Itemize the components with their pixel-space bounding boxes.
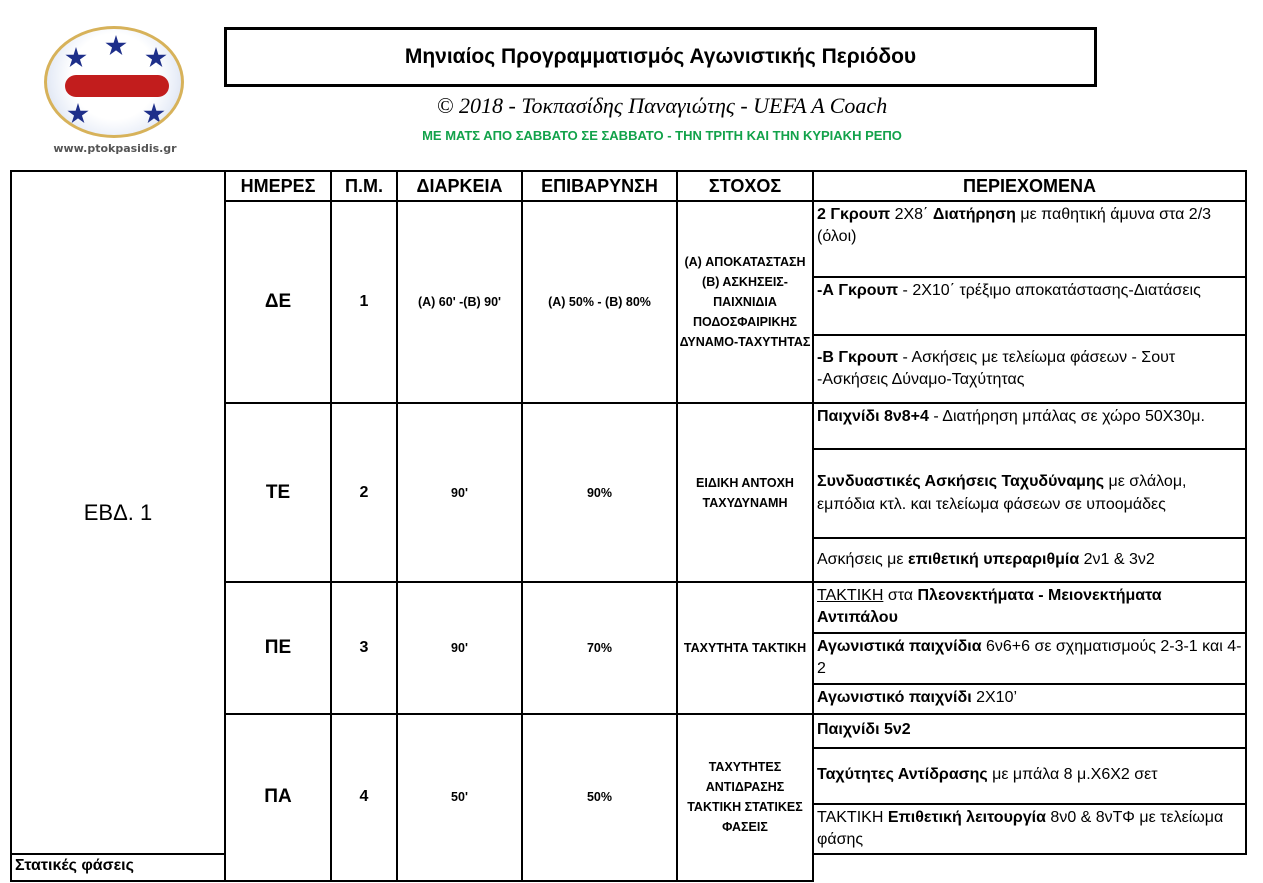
duration-cell: 50' bbox=[397, 714, 522, 881]
week-label: ΕΒΔ. 1 bbox=[11, 171, 225, 854]
day-cell: ΠΕ bbox=[225, 582, 331, 714]
content-item: Ασκήσεις με επιθετική υπεραριθμία 2ν1 & 3ν2 bbox=[813, 538, 1246, 582]
load-cell: 50% bbox=[522, 714, 677, 881]
goal-cell: ΤΑΧΥΤΗΤΑ ΤΑΚΤΙΚΗ bbox=[677, 582, 813, 714]
content-item: 2 Γκρουπ 2Χ8΄ Διατήρηση με παθητική άμυνα στα 2/3 (όλοι) bbox=[813, 201, 1246, 277]
duration-cell: (A) 60' -(B) 90' bbox=[397, 201, 522, 403]
logo-banner bbox=[65, 75, 169, 97]
content-item: ΤΑΚΤΙΚΗ Επιθετική λειτουργία 8ν0 & 8νΤΦ με τελείωμα φάσης bbox=[813, 804, 1246, 855]
content-item: ΤΑΚΤΙΚΗ στα Πλεονεκτήματα - Μειονεκτήματα Αντιπάλου bbox=[813, 582, 1246, 633]
content-item: Συνδυαστικές Ασκήσεις Ταχυδύναμης με σλάλομ, εμπόδια κτλ. και τελείωμα φάσεων σε υποομάδες bbox=[813, 449, 1246, 538]
content-item: -Α Γκρουπ - 2Χ10΄ τρέξιμο αποκατάστασης-Διατάσεις bbox=[813, 277, 1246, 335]
star-icon bbox=[145, 47, 167, 69]
content-item: Παιχνίδι 5ν2 bbox=[813, 714, 1246, 748]
goal-cell: ΕΙΔΙΚΗ ΑΝΤΟΧΗ ΤΑΧΥΔΥΝΑΜΗ bbox=[677, 403, 813, 582]
content-item: Αγωνιστικά παιχνίδια 6ν6+6 σε σχηματισμούς 2-3-1 και 4-2 bbox=[813, 633, 1246, 684]
star-icon bbox=[143, 103, 165, 125]
content-item: Στατικές φάσεις bbox=[11, 854, 225, 880]
logo bbox=[40, 24, 190, 164]
column-header: ΕΠΙΒΑΡΥΝΣΗ bbox=[522, 171, 677, 201]
load-cell: 90% bbox=[522, 403, 677, 582]
column-header: ΠΕΡΙΕΧΟΜΕΝΑ bbox=[813, 171, 1246, 201]
session-number: 2 bbox=[331, 403, 397, 582]
logo-url: www.ptokpasidis.gr bbox=[53, 142, 177, 155]
goal-cell: (A) ΑΠΟΚΑΤΑΣΤΑΣΗ (B) ΑΣΚΗΣΕΙΣ-ΠΑΙΧΝΙΔΙΑ ΠΟΔΟΣΦΑΙΡΙΚΗΣ ΔΥΝΑΜΟ-ΤΑΧΥΤΗΤΑΣ bbox=[677, 201, 813, 403]
day-cell: ΤΕ bbox=[225, 403, 331, 582]
goal-cell: ΤΑΧΥΤΗΤΕΣ ΑΝΤΙΔΡΑΣΗΣ ΤΑΚΤΙΚΗ ΣΤΑΤΙΚΕΣ ΦΑΣΕΙΣ bbox=[677, 714, 813, 881]
training-plan-table bbox=[10, 170, 1247, 882]
load-cell: (A) 50% - (B) 80% bbox=[522, 201, 677, 403]
column-header: ΔΙΑΡΚΕΙΑ bbox=[397, 171, 522, 201]
session-number: 4 bbox=[331, 714, 397, 881]
day-cell: ΔΕ bbox=[225, 201, 331, 403]
load-cell: 70% bbox=[522, 582, 677, 714]
content-item: -Β Γκρουπ - Ασκήσεις με τελείωμα φάσεων - Σουτ -Ασκήσεις Δύναμο-Ταχύτητας bbox=[813, 335, 1246, 403]
star-icon bbox=[65, 47, 87, 69]
schedule-subtitle: ΜΕ ΜΑΤΣ ΑΠΟ ΣΑΒΒΑΤΟ ΣΕ ΣΑΒΒΑΤΟ - ΤΗΝ ΤΡΙΤΗ ΚΑΙ ΤΗΝ ΚΥΡΙΑΚΗ ΡΕΠΟ bbox=[422, 128, 902, 143]
column-header: ΗΜΕΡΕΣ bbox=[225, 171, 331, 201]
day-cell: ΠΑ bbox=[225, 714, 331, 881]
content-item: Ταχύτητες Αντίδρασης με μπάλα 8 μ.Χ6Χ2 σετ bbox=[813, 748, 1246, 804]
duration-cell: 90' bbox=[397, 582, 522, 714]
table-header-row bbox=[11, 171, 1246, 201]
content-item: Παιχνίδι 8ν8+4 - Διατήρηση μπάλας σε χώρο 50Χ30μ. bbox=[813, 403, 1246, 449]
column-header: Π.Μ. bbox=[331, 171, 397, 201]
copyright-line: © 2018 - Τοκπασίδης Παναγιώτης - UEFA A Coach bbox=[436, 93, 888, 118]
content-item: Αγωνιστικό παιχνίδι 2Χ10’ bbox=[813, 684, 1246, 714]
session-number: 1 bbox=[331, 201, 397, 403]
star-icon bbox=[67, 103, 89, 125]
logo-emblem bbox=[44, 26, 184, 138]
column-header: ΣΤΟΧΟΣ bbox=[677, 171, 813, 201]
page-title: Μηνιαίος Προγραμματισμός Αγωνιστικής Περιόδου bbox=[224, 27, 1097, 87]
star-icon bbox=[105, 35, 127, 57]
session-number: 3 bbox=[331, 582, 397, 714]
duration-cell: 90' bbox=[397, 403, 522, 582]
